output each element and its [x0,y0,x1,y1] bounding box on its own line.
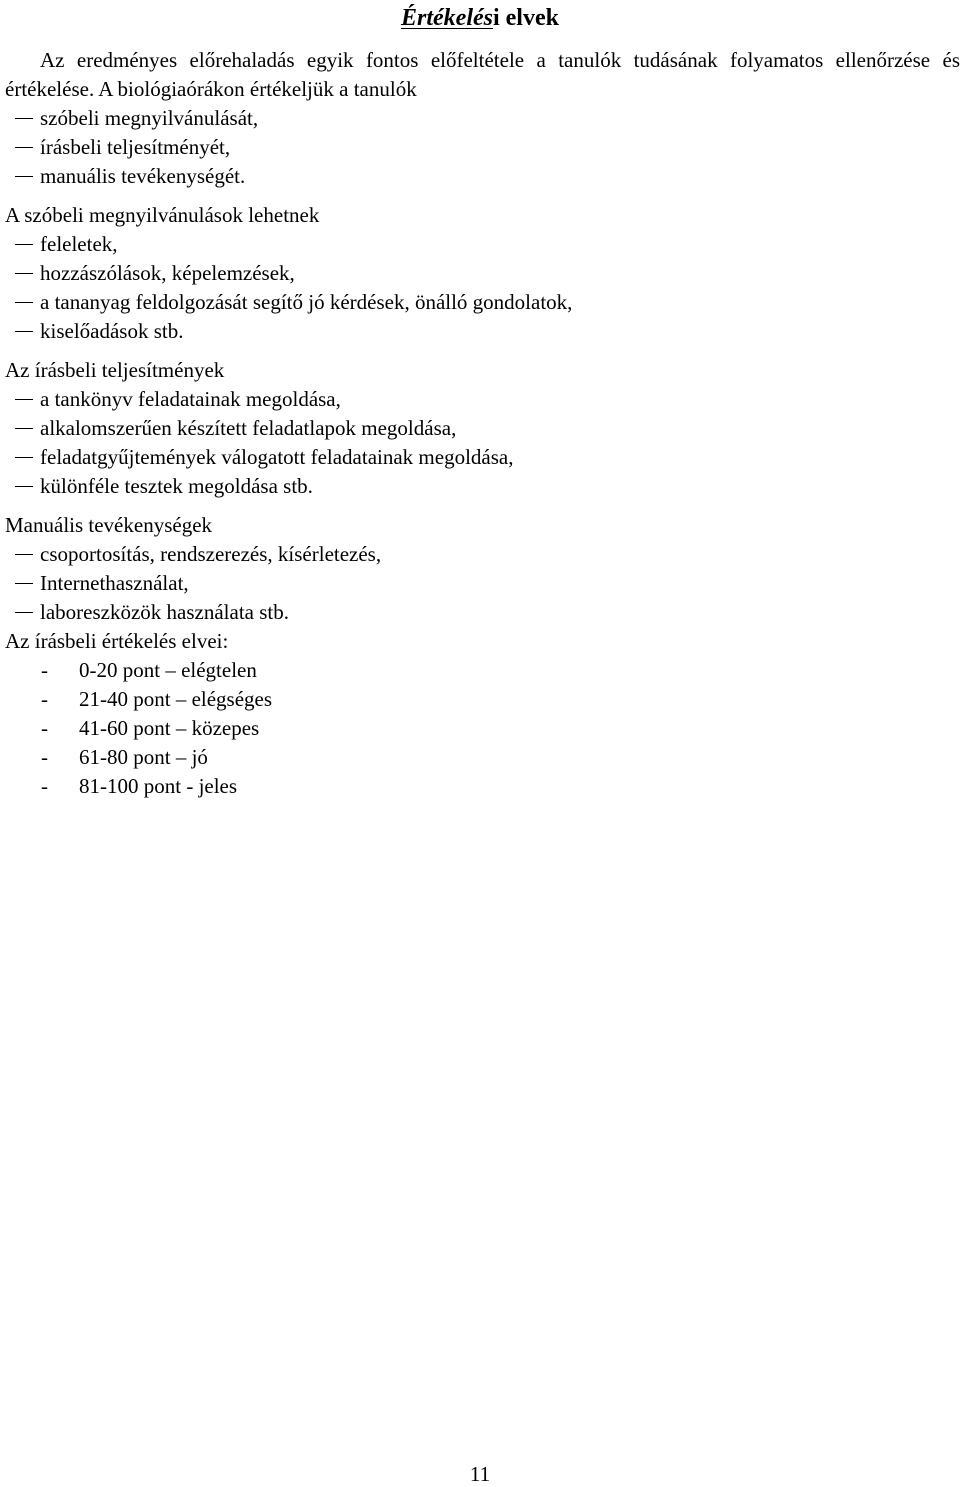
list-item-text: a tananyag feldolgozását segítő jó kérdések, önálló gondolatok, [40,290,573,314]
grade-item-text: 81-100 pont - jeles [79,774,238,798]
grade-item-text: 0-20 pont – elégtelen [79,658,257,682]
dash-bullet [15,118,33,119]
hyphen-bullet: - [41,687,48,711]
list-item-text: laboreszközök használata stb. [40,600,289,624]
oral-heading: A szóbeli megnyilvánulások lehetnek [5,203,320,227]
list-item-text: különféle tesztek megoldása stb. [40,474,313,498]
dash-bullet [15,244,33,245]
list-item [5,540,960,569]
page-number: 11 [469,1462,491,1486]
list-item [5,259,960,288]
page-title-italic: Értékelés [401,5,493,31]
dash-bullet [15,273,33,274]
hyphen-bullet: - [41,716,48,740]
dash-bullet [15,457,33,458]
page-title [0,2,960,34]
dash-bullet [15,612,33,613]
grade-item [5,685,960,714]
intro-list [5,104,960,191]
grade-item-text: 41-60 pont – közepes [79,716,260,740]
dash-bullet [15,554,33,555]
list-item-text: alkalomszerűen készített feladatlapok megoldása, [40,416,457,440]
list-item-text: a tankönyv feladatainak megoldása, [40,387,341,411]
grading-list [5,656,960,801]
document-body [5,46,960,801]
dash-bullet [15,399,33,400]
list-item [5,230,960,259]
list-item-text: manuális tevékenységét. [40,164,246,188]
list-item-text: feleletek, [40,232,118,256]
hyphen-bullet: - [41,774,48,798]
intro-paragraph: Az eredményes előrehaladás egyik fontos előfeltétele a tanulók tudásának folyamatos ellenőrzése és értékelése. A biológiaórákon értékeljük a tanulók [5,48,960,101]
dash-bullet [15,331,33,332]
list-item-text: írásbeli teljesítményét, [40,135,231,159]
list-item [5,569,960,598]
list-item [5,472,960,501]
list-item-text: kiselőadások stb. [40,319,184,343]
list-item [5,317,960,346]
dash-bullet [15,428,33,429]
list-item [5,598,960,627]
list-item-text: hozzászólások, képelemzések, [40,261,295,285]
written-heading: Az írásbeli teljesítmények [5,358,225,382]
list-item [5,443,960,472]
grade-item [5,772,960,801]
dash-bullet [15,486,33,487]
list-item-text: csoportosítás, rendszerezés, kísérletezés, [40,542,382,566]
hyphen-bullet: - [41,745,48,769]
list-item-text: szóbeli megnyilvánulását, [40,106,259,130]
list-item-text: feladatgyűjtemények válogatott feladatainak megoldása, [40,445,514,469]
oral-list [5,230,960,346]
dash-bullet [15,583,33,584]
manual-list [5,540,960,627]
list-item [5,414,960,443]
dash-bullet [15,176,33,177]
list-item [5,288,960,317]
grade-item-text: 61-80 pont – jó [79,745,208,769]
grade-item [5,656,960,685]
grade-item [5,714,960,743]
written-list [5,385,960,501]
dash-bullet [15,302,33,303]
list-item-text: Internethasználat, [40,571,189,595]
page-title-rest: i elvek [492,5,559,31]
hyphen-bullet: - [41,658,48,682]
list-item [5,104,960,133]
dash-bullet [15,147,33,148]
grade-item-text: 21-40 pont – elégséges [79,687,273,711]
list-item [5,162,960,191]
grading-heading: Az írásbeli értékelés elvei: [5,629,229,653]
list-item [5,133,960,162]
grade-item [5,743,960,772]
manual-heading: Manuális tevékenységek [5,513,213,537]
list-item [5,385,960,414]
